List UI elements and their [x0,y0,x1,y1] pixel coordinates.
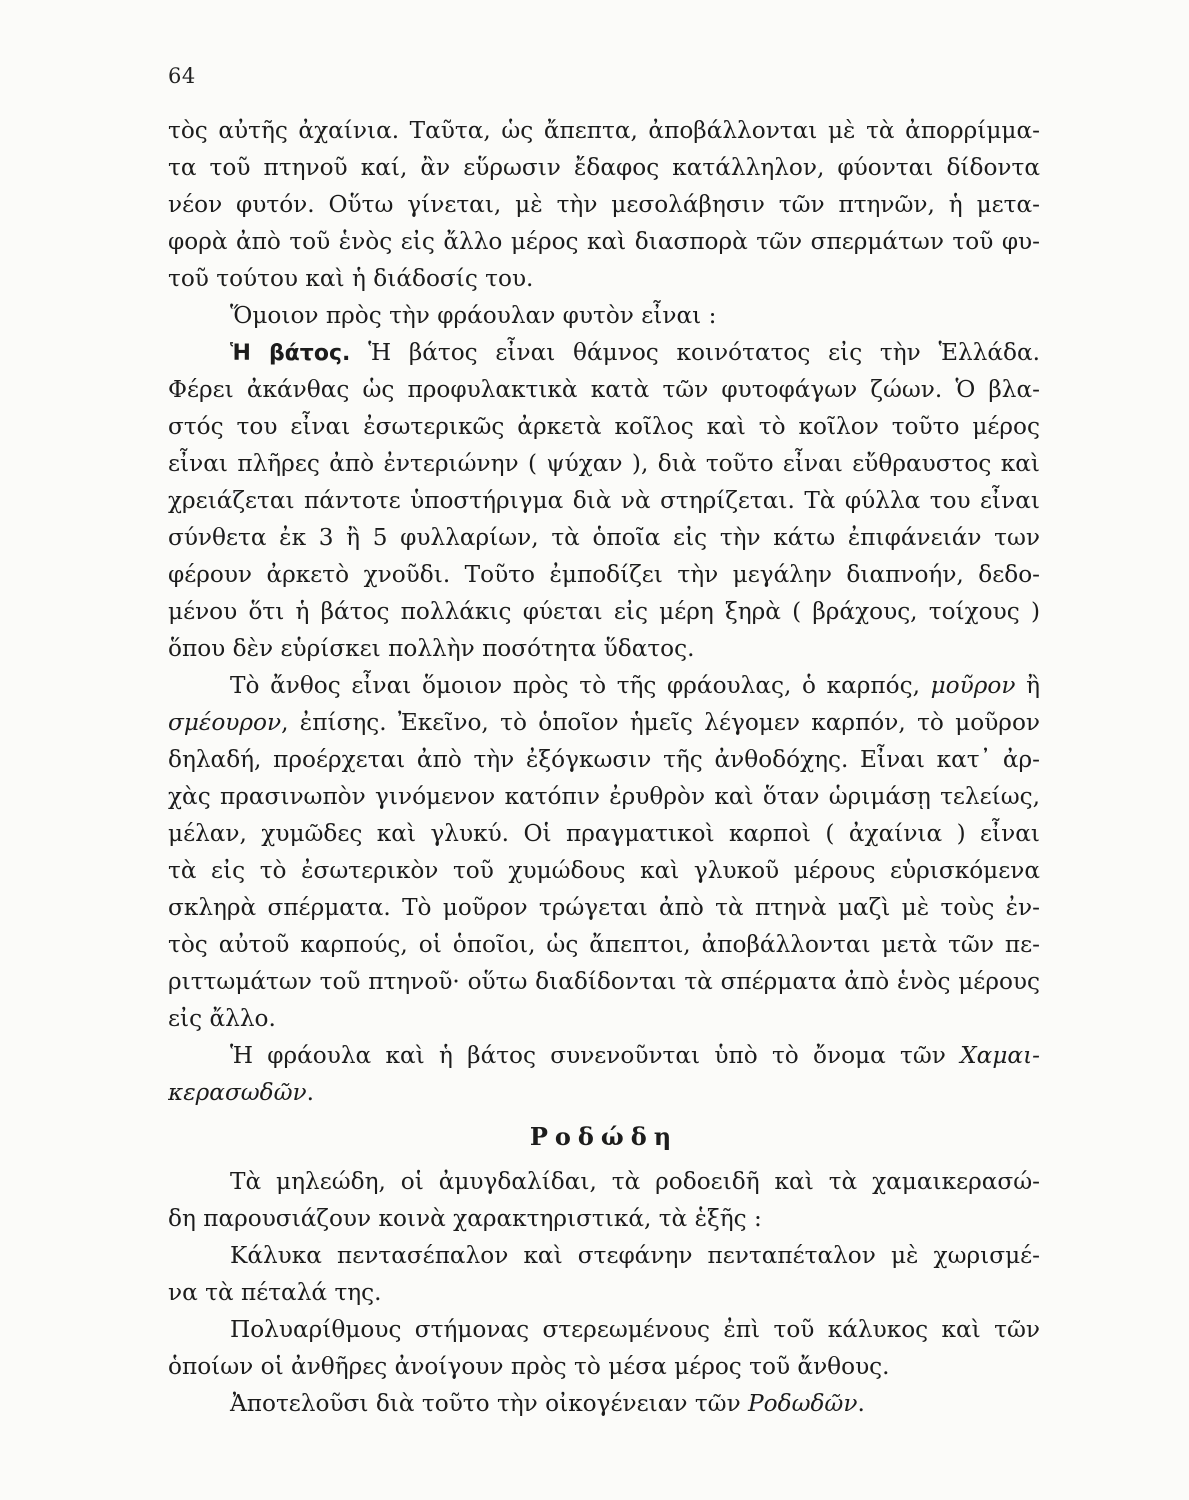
text-line: τοῦ τούτου καὶ ἡ διάδοσίς του. [168,265,534,292]
text-line: φορὰ ἀπὸ τοῦ ἑνὸς εἰς ἄλλο μέρος καὶ διασπορὰ τῶν σπερμάτων τοῦ φυ- [168,228,1040,255]
text-line: Κάλυκα πεντασέπαλον καὶ στεφάνην πενταπέταλον μὲ χωρισμέ- [230,1242,1040,1269]
text-line: μέλαν, χυμῶδες καὶ γλυκύ. Οἱ πραγματικοὶ καρποὶ ( ἀχαίνια ) εἶναι [168,820,1040,847]
text-line: τα τοῦ πτηνοῦ καί, ἂν εὕρωσιν ἔδαφος κατάλληλον, φύονται δίδοντα [168,154,1040,181]
text-fragment: Τὸ ἄνθος εἶναι ὅμοιον πρὸς τὸ τῆς φράουλας, ὁ καρπός, [230,672,920,699]
text-line [168,1037,1040,1074]
text-line: χρειάζεται πάντοτε ὑποστήριγμα διὰ νὰ στηρίζεται. Τὰ φύλλα του εἶναι [168,487,1040,514]
text-line: δη παρουσιάζουν κοινὰ χαρακτηριστικά, τὰ ἑξῆς : [168,1205,762,1232]
paragraph-seed-dispersal [168,112,1040,297]
text-fragment: . [857,1390,865,1417]
paragraph-stamens [168,1311,1040,1385]
text-line: ριττωμάτων τοῦ πτηνοῦ· οὕτω διαδίδονται τὰ σπέρματα ἀπὸ ἑνὸς μέρους [168,968,1040,995]
text-line: εἰς ἄλλο. [168,1005,276,1032]
italic-term: Ροδωδῶν [748,1390,858,1417]
text-line: τὰ εἰς τὸ ἐσωτερικὸν τοῦ χυμώδους καὶ γλυκοῦ μέρους εὑρισκόμενα [168,857,1040,884]
text-line [168,334,1040,371]
paragraph-chamaikerasoda [168,1037,1040,1111]
text-line: χὰς πρασινωπὸν γινόμενον κατόπιν ἐρυθρὸν καὶ ὅταν ὡριμάσῃ τελείως, [168,783,1040,810]
italic-term: σμέουρον [168,709,282,736]
text-line: δηλαδή, προέρχεται ἀπὸ τὴν ἐξόγκωσιν τῆς ἀνθοδόχης. Εἶναι κατ᾽ ἀρ- [168,746,1040,773]
text-fragment: Ἀποτελοῦσι διὰ τοῦτο τὴν οἰκογένειαν τῶν [230,1390,741,1417]
paragraph-common-features [168,1163,1040,1237]
paragraph-flower-fruit [168,667,1040,1037]
text-line: μένου ὅτι ἡ βάτος πολλάκις φύεται εἰς μέρη ξηρὰ ( βράχους, τοίχους ) [168,598,1040,625]
page-number: 64 [168,64,196,88]
text-line: Πολυαρίθμους στήμονας στερεωμένους ἐπὶ τοῦ κάλυκος καὶ τῶν [230,1316,1040,1343]
text-line: να τὰ πέταλά της. [168,1279,382,1306]
text-line: φέρουν ἀρκετὸ χνοῦδι. Τοῦτο ἐμποδίζει τὴν μεγάλην διαπνοήν, δεδο- [168,561,1040,588]
text-line: Φέρει ἀκάνθας ὡς προφυλακτικὰ κατὰ τῶν φυτοφάγων ζώων. Ὁ βλα- [168,376,1040,403]
text-fragment: ἢ [1026,672,1040,699]
text-line [168,1385,1040,1422]
paragraph-calyx [168,1237,1040,1311]
text-line: εἶναι πλῆρες ἀπὸ ἐντεριώνην ( ψύχαν ), διὰ τοῦτο εἶναι εὔθραυστος καὶ [168,450,1040,477]
text-fragment: Ἡ βάτος εἶναι θάμνος κοινότατος εἰς τὴν Ἑλλάδα. [368,339,1040,366]
text-line: Τὰ μηλεώδη, οἱ ἀμυγδαλίδαι, τὰ ροδοειδῆ καὶ τὰ χαμαικερασώ- [230,1168,1040,1195]
text-fragment: Ἡ φράουλα καὶ ἡ βάτος συνενοῦνται ὑπὸ τὸ ὄνομα τῶν [230,1042,946,1069]
text-line: σύνθετα ἐκ 3 ἢ 5 φυλλαρίων, τὰ ὁποῖα εἰς τὴν κάτω ἐπιφάνειάν των [168,524,1040,551]
text-line [168,704,1040,741]
italic-term: Χαμαι- [960,1042,1040,1069]
text-line: τὸς αὐτῆς ἀχαίνια. Ταῦτα, ὡς ἄπεπτα, ἀποβάλλονται μὲ τὰ ἀπορρίμμα- [168,117,1040,144]
section-heading: Ροδώδη [529,1122,679,1151]
text-line: τὸς αὐτοῦ καρπούς, οἱ ὁποῖοι, ὡς ἄπεπτοι, ἀποβάλλονται μετὰ τῶν πε- [168,931,1040,958]
paragraph-family [168,1385,1040,1422]
paragraph-similar-plant [168,297,1040,334]
italic-term: μοῦρον [930,672,1016,699]
body-text [168,112,1040,1422]
text-fragment: . [306,1079,315,1106]
text-line: σκληρὰ σπέρματα. Τὸ μοῦρον τρώγεται ἀπὸ τὰ πτηνὰ μαζὶ μὲ τοὺς ἐν- [168,894,1040,921]
italic-term: κερασωδῶν [168,1079,307,1106]
text-line: ὅπου δὲν εὑρίσκει πολλὴν ποσότητα ὕδατος. [168,635,695,662]
text-line: στός του εἶναι ἐσωτερικῶς ἀρκετὰ κοῖλος καὶ τὸ κοῖλον τοῦτο μέρος [168,413,1040,440]
text-fragment: , ἐπίσης. Ἐκεῖνο, τὸ ὁποῖον ἡμεῖς λέγομεν καρπόν, τὸ μοῦρον [281,709,1040,736]
text-line: νέον φυτόν. Οὕτω γίνεται, μὲ τὴν μεσολάβησιν τῶν πτηνῶν, ἡ μετα- [168,191,1040,218]
text-line: ὁποίων οἱ ἀνθῆρες ἀνοίγουν πρὸς τὸ μέσα μέρος τοῦ ἄνθους. [168,1353,890,1380]
text-line: Ὅμοιον πρὸς τὴν φράουλαν φυτὸν εἶναι : [230,302,717,329]
text-line [168,1074,1040,1111]
text-line [168,667,1040,704]
term-batos: Ἡ βάτος. [230,341,351,366]
paragraph-batos [168,334,1040,667]
